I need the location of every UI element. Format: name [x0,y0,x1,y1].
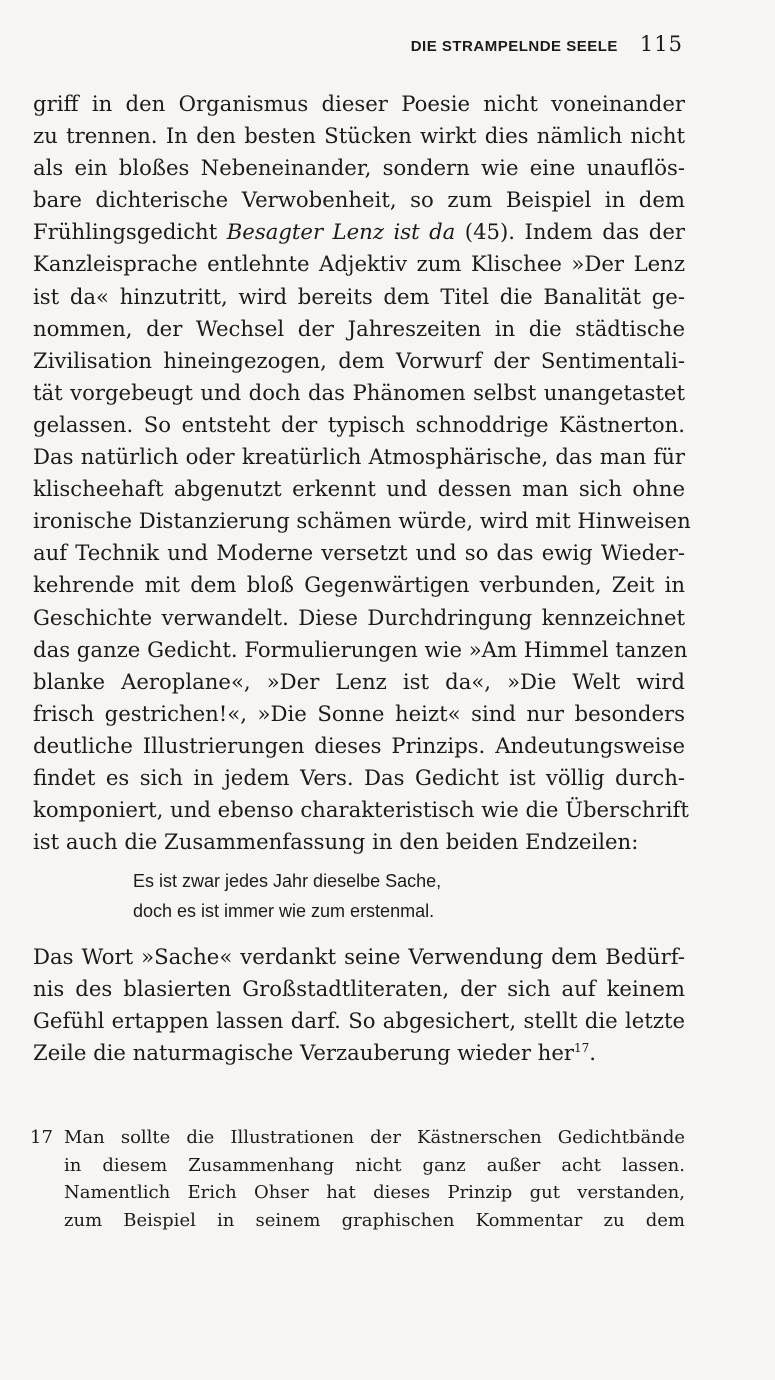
text-line: blanke Aeroplane«, »Der Lenz ist da«, »Die Welt wird [33,668,685,694]
text-segment: . [589,1040,597,1066]
text-line [33,1037,685,1069]
closing-paragraph [33,941,685,1069]
text-line: Geschichte verwandelt. Diese Durchdringung kennzeichnet [33,604,685,630]
text-line: Kanzleisprache entlehnte Adjektiv zum Klischee »Der Lenz [33,251,685,277]
text-line: nommen, der Wechsel der Jahreszeiten in die städtische [33,315,685,341]
text-line: Das Wort »Sache« verdankt seine Verwendung dem Bedürf- [33,944,685,969]
footnote-line: Namentlich Erich Ohser hat dieses Prinzip gut verstanden, [64,1182,685,1203]
text-line: findet es sich in jedem Vers. Das Gedicht ist völlig durch- [33,764,685,790]
text-line: zu trennen. In den besten Stücken wirkt dies nämlich nicht [33,123,685,149]
footnote-number: 17 [30,1127,53,1148]
footnote [30,1124,685,1234]
footnote-reference: 17 [574,1041,590,1056]
text-line: ironische Distanzierung schämen würde, wird mit Hinweisen [33,508,691,534]
text-line: kehrende mit dem bloß Gegenwärtigen verbunden, Zeit in [33,572,685,598]
text-line: ist auch die Zusammenfassung in den beiden Endzeilen: [33,829,639,855]
footnote-line: zum Beispiel in seinem graphischen Kommentar zu dem [64,1209,685,1231]
text-line [33,216,685,248]
text-line: als ein bloßes Nebeneinander, sondern wie eine unauflös- [33,155,685,181]
text-segment: Zeile die naturmagische Verzauberung wieder her [33,1040,574,1066]
quote-line: Es ist zwar jedes Jahr dieselbe Sache, [133,871,442,891]
text-line: griff in den Organismus dieser Poesie nicht voneinander [33,91,685,116]
poem-quote [133,866,593,926]
text-line: Gefühl ertappen lassen darf. So abgesichert, stellt die letzte [33,1008,685,1034]
text-line: deutliche Illustrierungen dieses Prinzips. Andeutungsweise [33,732,685,758]
text-line: nis des blasierten Großstadtliteraten, der sich auf keinem [33,976,685,1002]
running-head: DIE STRAMPELNDE SEELE [410,38,618,55]
text-segment: Frühlingsgedicht [33,219,227,245]
text-line: Zivilisation hineingezogen, dem Vorwurf der Sentimentali- [33,347,685,373]
footnote-line: Man sollte die Illustrationen der Kästnerschen Gedichtbände [64,1127,685,1148]
text-line: komponiert, und ebenso charakteristisch wie die Überschrift [33,797,689,823]
text-line: frisch gestrichen!«, »Die Sonne heizt« sind nur besonders [33,700,685,726]
text-line: bare dichterische Verwobenheit, so zum Beispiel in dem [33,187,685,213]
text-line: ist da« hinzutritt, wird bereits dem Titel die Banalität ge- [33,283,685,309]
text-line: gelassen. So entsteht der typisch schnoddrige Kästnerton. [33,411,685,437]
text-line: das ganze Gedicht. Formulierungen wie »Am Himmel tanzen [33,636,688,662]
body-paragraph [33,88,691,858]
footnote-line: in diesem Zusammenhang nicht ganz außer acht lassen. [64,1154,685,1176]
text-segment: (45). Indem das der [455,219,685,245]
page-header [0,32,683,56]
text-line: klischeehaft abgenutzt erkennt und dessen man sich ohne [33,476,685,502]
page-number: 115 [639,32,683,56]
quote-line: doch es ist immer wie zum erstenmal. [133,901,435,921]
text-line: auf Technik und Moderne versetzt und so das ewig Wieder- [33,540,685,566]
poem-title: Besagter Lenz ist da [226,219,456,245]
footnote-text [64,1124,685,1234]
text-line: tät vorgebeugt und doch das Phänomen selbst unangetastet [33,379,685,405]
text-line: Das natürlich oder kreatürlich Atmosphärische, das man für [33,444,685,470]
